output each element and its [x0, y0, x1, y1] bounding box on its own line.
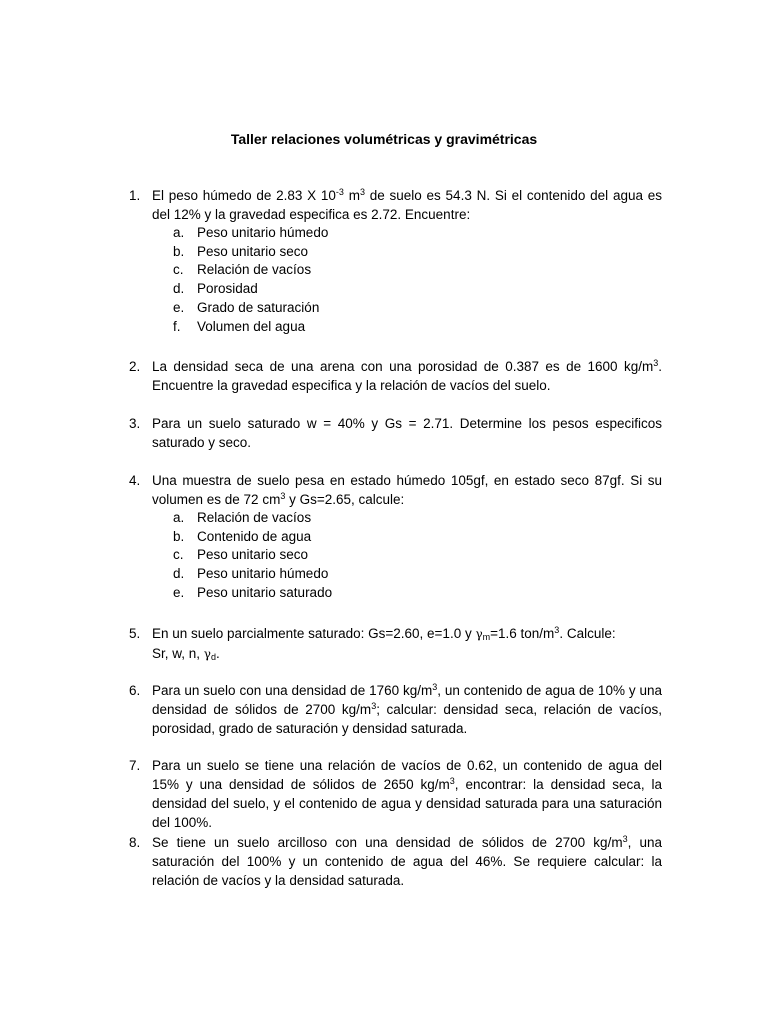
list-item: c. Relación de vacíos — [173, 262, 312, 278]
problem-text: En un suelo parcialmente saturado: Gs=2.60, e=1.0 y $\gamma_m=1.6$ ton/$m^3$. Calcule: Sr, w, n, $\gamma_d$. — [152, 625, 616, 662]
list-item: d. Peso unitario húmedo — [173, 566, 329, 582]
problem-7 — [129, 756, 662, 832]
problem-number: 8. — [129, 835, 141, 850]
gamma-symbol: γ — [475, 627, 483, 641]
list-item: b. Contenido de agua — [173, 528, 312, 544]
problem-text: La densidad seca de una arena con una porosidad de 0.387 es de 1600 $kg/m^3$. Encuentre la gravedad especifica y la relación de vacíos del suelo. — [152, 358, 662, 393]
problem-2 — [129, 357, 662, 395]
problem-text: Una muestra de suelo pesa en estado húmedo 105gf, en estado seco 87gf. Si su volumen es de 72 $cm^3$ y Gs=2.65, calcule: — [152, 473, 662, 507]
list-item: c. Peso unitario seco — [173, 547, 309, 563]
problem-text: Para un suelo se tiene una relación de vacíos de 0.62, un contenido de agua del 15% y una densidad de sólidos de 2650 $kg/m^3$, encontrar: la densidad seca, la densidad del suelo, y el contenido de agua y densidad saturada para una saturación del 100%. — [152, 758, 662, 830]
problem-number: 7. — [129, 758, 141, 773]
problem-6 — [129, 681, 662, 738]
problem-8 — [129, 833, 662, 890]
problem-5 — [129, 624, 662, 664]
problem-text: El peso húmedo de 2.83 X $10^{-3}$ $m^3$ de suelo es 54.3 N. Si el contenido del agua es del 12% y la gravedad especifica es 2.72. Encuentre: — [152, 187, 662, 222]
problem-number: 4. — [129, 473, 141, 488]
list-item: e. Grado de saturación — [173, 299, 320, 315]
sub-list — [173, 224, 662, 336]
list-item: f. Volumen del agua — [173, 318, 306, 334]
problem-number: 5. — [129, 626, 141, 641]
list-item: b. Peso unitario seco — [173, 243, 309, 259]
list-item: d. Porosidad — [173, 281, 258, 297]
problem-text: Se tiene un suelo arcilloso con una densidad de sólidos de 2700 $kg/m^3$, una saturación del 100% y un contenido de agua del 46%. Se requiere calcular: la relación de vacíos y la densidad saturada. — [152, 834, 662, 888]
problem-number: 6. — [129, 683, 141, 698]
problem-3 — [129, 414, 662, 452]
page-title: Taller relaciones volumétricas y gravimétricas — [230, 131, 538, 147]
problem-text: Para un suelo saturado w = 40% y Gs = 2.71. Determine los pesos especificos saturado y seco. — [152, 416, 662, 450]
list-item: a. Peso unitario húmedo — [173, 225, 329, 240]
problem-number: 3. — [129, 416, 141, 431]
problem-number: 2. — [129, 359, 141, 374]
gamma-symbol: γ — [203, 647, 211, 661]
problem-4 — [129, 471, 662, 603]
problem-text: Para un suelo con una densidad de 1760 $kg/m^3$, un contenido de agua de 10% y una densidad de sólidos de 2700 $kg/m^3$; calcular: densidad seca, relación de vacíos, porosidad, grado de saturación y densidad saturada. — [152, 682, 662, 736]
list-item: e. Peso unitario saturado — [173, 584, 333, 600]
list-item: a. Relación de vacíos — [173, 510, 312, 525]
problem-1 — [129, 186, 662, 336]
problem-number: 1. — [129, 188, 141, 203]
sub-list — [173, 509, 662, 603]
